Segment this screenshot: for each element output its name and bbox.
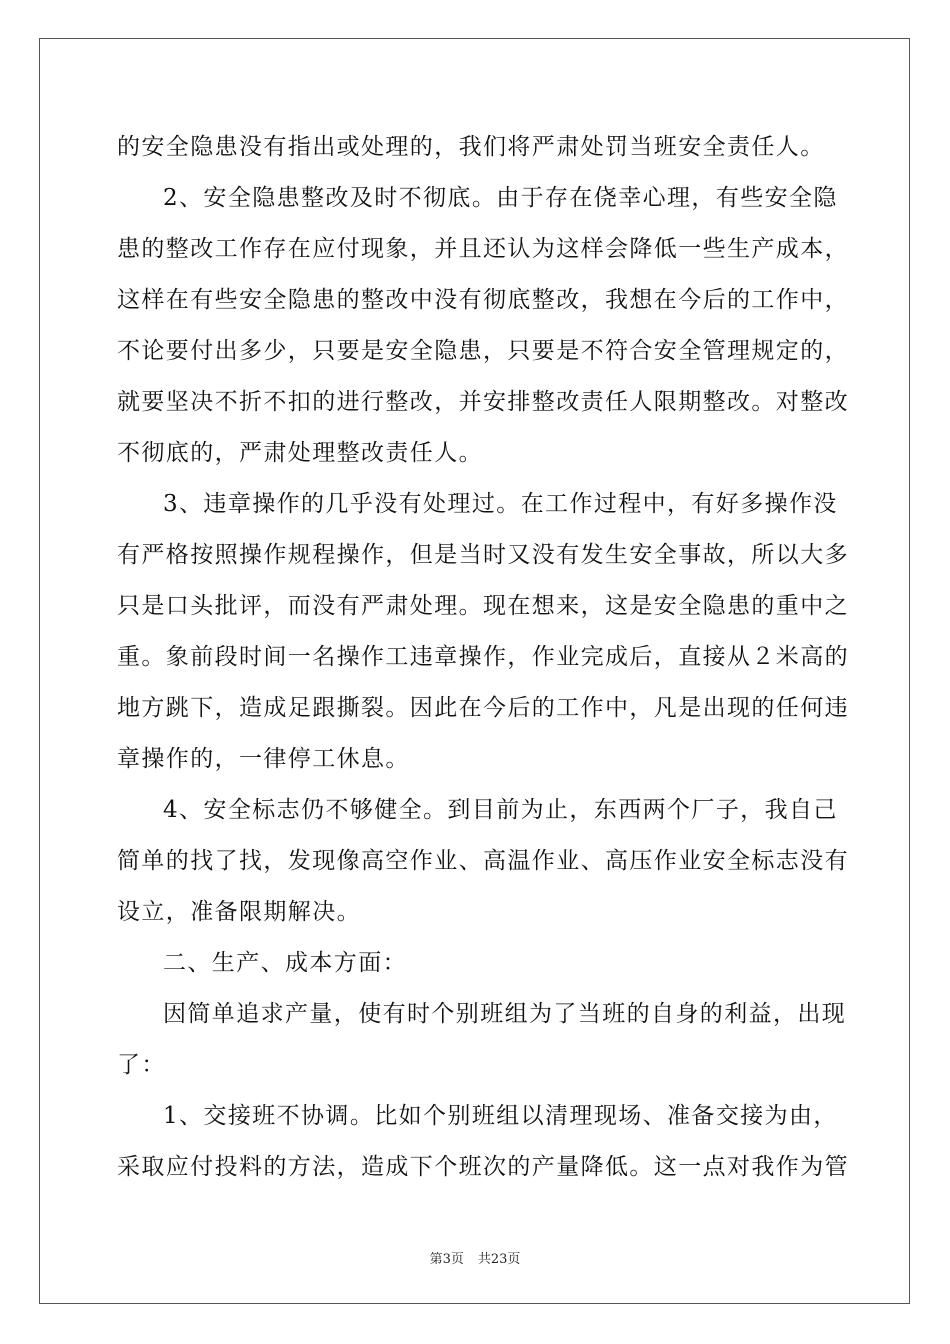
text-line: 因简单追求产量，使有时个别班组为了当班的自身的利益，出现 — [163, 1001, 847, 1027]
text-line: 有严格按照操作规程操作，但是当时又没有发生安全事故，所以大多 — [117, 542, 849, 568]
text-line: 了： — [117, 1052, 166, 1078]
text-line: 重。象前段时间一名操作工违章操作，作业完成后，直接从２米高的 — [117, 644, 849, 670]
text-line: 简单的找了找，发现像高空作业、高温作业、高压作业安全标志没有 — [117, 848, 849, 874]
text-line: 的安全隐患没有指出或处理的，我们将严肃处罚当班安全责任人。 — [117, 134, 825, 160]
text-line: 4、安全标志仍不够健全。到目前为止，东西两个厂子，我自己 — [163, 797, 838, 823]
document-body — [117, 122, 849, 1193]
page-total: 共23页 — [477, 1252, 521, 1267]
text-line: 章操作的，一律停工休息。 — [117, 746, 410, 772]
text-line: 不论要付出多少，只要是安全隐患，只要是不符合安全管理规定的， — [117, 338, 849, 364]
text-line: 设立，准备限期解决。 — [117, 899, 361, 925]
text-line: 采取应付投料的方法，造成下个班次的产量降低。这一点对我作为管 — [117, 1154, 849, 1180]
text-line: 二、生产、成本方面： — [163, 950, 407, 976]
text-line: 地方跳下，造成足跟撕裂。因此在今后的工作中，凡是出现的任何违 — [117, 695, 849, 721]
text-line: 3、违章操作的几乎没有处理过。在工作过程中，有好多操作没 — [163, 491, 838, 517]
text-line: 2、安全隐患整改及时不彻底。由于存在侥幸心理，有些安全隐 — [163, 185, 838, 211]
text-line: 1、交接班不协调。比如个别班组以清理现场、准备交接为由， — [163, 1103, 838, 1129]
text-line: 这样在有些安全隐患的整改中没有彻底整改，我想在今后的工作中， — [117, 287, 849, 313]
page-number: 第3页 — [429, 1252, 464, 1267]
text-line: 就要坚决不折不扣的进行整改，并安排整改责任人限期整改。对整改 — [117, 389, 849, 415]
text-line: 患的整改工作存在应付现象，并且还认为这样会降低一些生产成本， — [117, 236, 849, 262]
page-footer — [0, 1248, 950, 1267]
text-line: 只是口头批评，而没有严肃处理。现在想来，这是安全隐患的重中之 — [117, 593, 849, 619]
text-line: 不彻底的，严肃处理整改责任人。 — [117, 440, 483, 466]
